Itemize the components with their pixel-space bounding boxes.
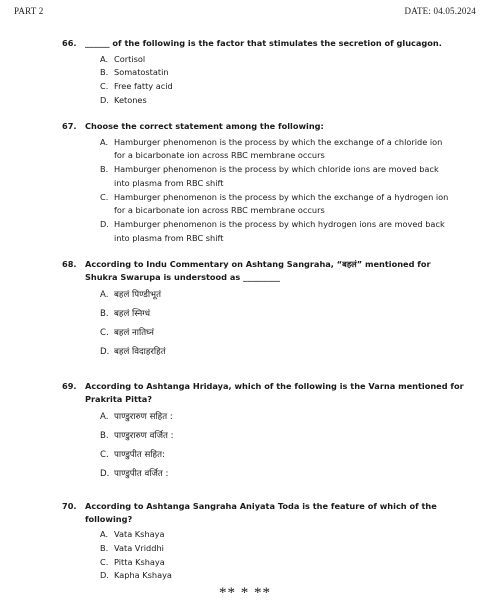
option-letter: B. xyxy=(100,542,109,553)
option xyxy=(100,446,490,465)
option-letter: D. xyxy=(100,469,110,479)
option-text: Vata Kshaya xyxy=(114,529,165,539)
option-text: Pitta Kshaya xyxy=(114,556,165,567)
option-text: Vata Vriddhi xyxy=(114,542,164,553)
option-letter: B. xyxy=(100,309,109,319)
option xyxy=(100,305,490,324)
option xyxy=(100,324,490,343)
end-marker: ** * ** xyxy=(219,585,271,601)
option-text: पाण्डुरारुण सहित : xyxy=(114,412,173,422)
question-68 xyxy=(0,258,490,362)
option-letter: D. xyxy=(100,570,109,581)
option xyxy=(100,80,490,94)
option-text: पाण्डुरारुण वर्जित : xyxy=(114,431,174,441)
question-number: 66. xyxy=(62,38,77,48)
option-text: Hamburger phenomenon is the process by which the exchange of a chloride ion for a bicarbonate ion across RBC membrane occurs xyxy=(114,136,443,161)
option-text: पाण्डुपीत सहित: xyxy=(114,450,165,460)
option-letter: C. xyxy=(100,328,109,338)
question-69 xyxy=(0,380,490,484)
option-text: Hamburger phenomenon is the process by which the exchange of a hydrogen ion for a bicarbonate ion across RBC membrane occurs xyxy=(114,191,449,216)
option-letter: A. xyxy=(100,136,109,147)
option xyxy=(100,427,490,446)
option-text: पाण्डुपीत वर्जित : xyxy=(114,469,169,479)
option xyxy=(100,94,490,108)
option-text: Kapha Kshaya xyxy=(114,570,172,581)
question-67 xyxy=(0,120,490,246)
question-70 xyxy=(0,500,490,583)
option-letter: D. xyxy=(100,347,110,357)
question-number: 68. xyxy=(62,259,77,269)
option xyxy=(100,465,490,484)
option xyxy=(100,163,490,191)
option xyxy=(100,191,490,219)
option-text: बहलं पिण्डीभूतं xyxy=(114,290,161,300)
option xyxy=(100,66,490,80)
question-66 xyxy=(0,37,490,108)
question-text: According to Ashtanga Hridaya, which of the following is the Varna mentioned for Prakrita Pitta? xyxy=(85,381,464,404)
option xyxy=(100,218,490,246)
option xyxy=(100,136,490,164)
option-letter: A. xyxy=(100,53,109,64)
question-text: According to Ashtanga Sangraha Aniyata Toda is the feature of which of the following? xyxy=(85,501,437,524)
option-letter: C. xyxy=(100,556,109,567)
question-text: According to Indu Commentary on Ashtang Sangraha, “बहलं” mentioned for Shukra Swarupa is understood as _________ xyxy=(85,259,431,282)
option-text: बहलं विदाहरहितं xyxy=(114,347,166,357)
option-letter: C. xyxy=(100,450,109,460)
option xyxy=(100,542,490,556)
option xyxy=(100,528,490,542)
option-letter: B. xyxy=(100,431,109,441)
option xyxy=(100,569,490,583)
question-number: 69. xyxy=(62,381,77,391)
page-part-label: PART 2 xyxy=(14,6,44,16)
option-letter: A. xyxy=(100,412,109,422)
option-text: Somatostatin xyxy=(114,67,169,78)
option-text: Free fatty acid xyxy=(114,81,173,92)
option-letter: C. xyxy=(100,191,109,202)
option-text: Cortisol xyxy=(114,53,146,64)
option-text: बहलं स्निग्धं xyxy=(114,309,151,319)
option-letter: B. xyxy=(100,67,109,78)
question-text: ______ of the following is the factor that stimulates the secretion of glucagon. xyxy=(85,38,442,48)
option xyxy=(100,343,490,362)
option xyxy=(100,286,490,305)
option-text: बहलं नातिघ्नं xyxy=(114,328,154,338)
option-letter: C. xyxy=(100,81,109,92)
option-text: Hamburger phenomenon is the process by which hydrogen ions are moved back into plasma from RBC shift xyxy=(114,219,445,244)
question-number: 67. xyxy=(62,121,77,131)
option-letter: D. xyxy=(100,219,109,230)
option-letter: D. xyxy=(100,94,109,105)
option xyxy=(100,556,490,570)
option xyxy=(100,408,490,427)
question-number: 70. xyxy=(62,501,77,511)
question-text: Choose the correct statement among the following: xyxy=(85,121,324,131)
option-text: Ketones xyxy=(114,94,147,105)
option-letter: A. xyxy=(100,529,109,539)
option-text: Hamburger phenomenon is the process by which chloride ions are moved back into plasma from RBC shift xyxy=(114,164,439,188)
option-letter: B. xyxy=(100,164,109,175)
option xyxy=(100,53,490,67)
option-letter: A. xyxy=(100,290,109,300)
page-date: DATE: 04.05.2024 xyxy=(404,6,476,16)
